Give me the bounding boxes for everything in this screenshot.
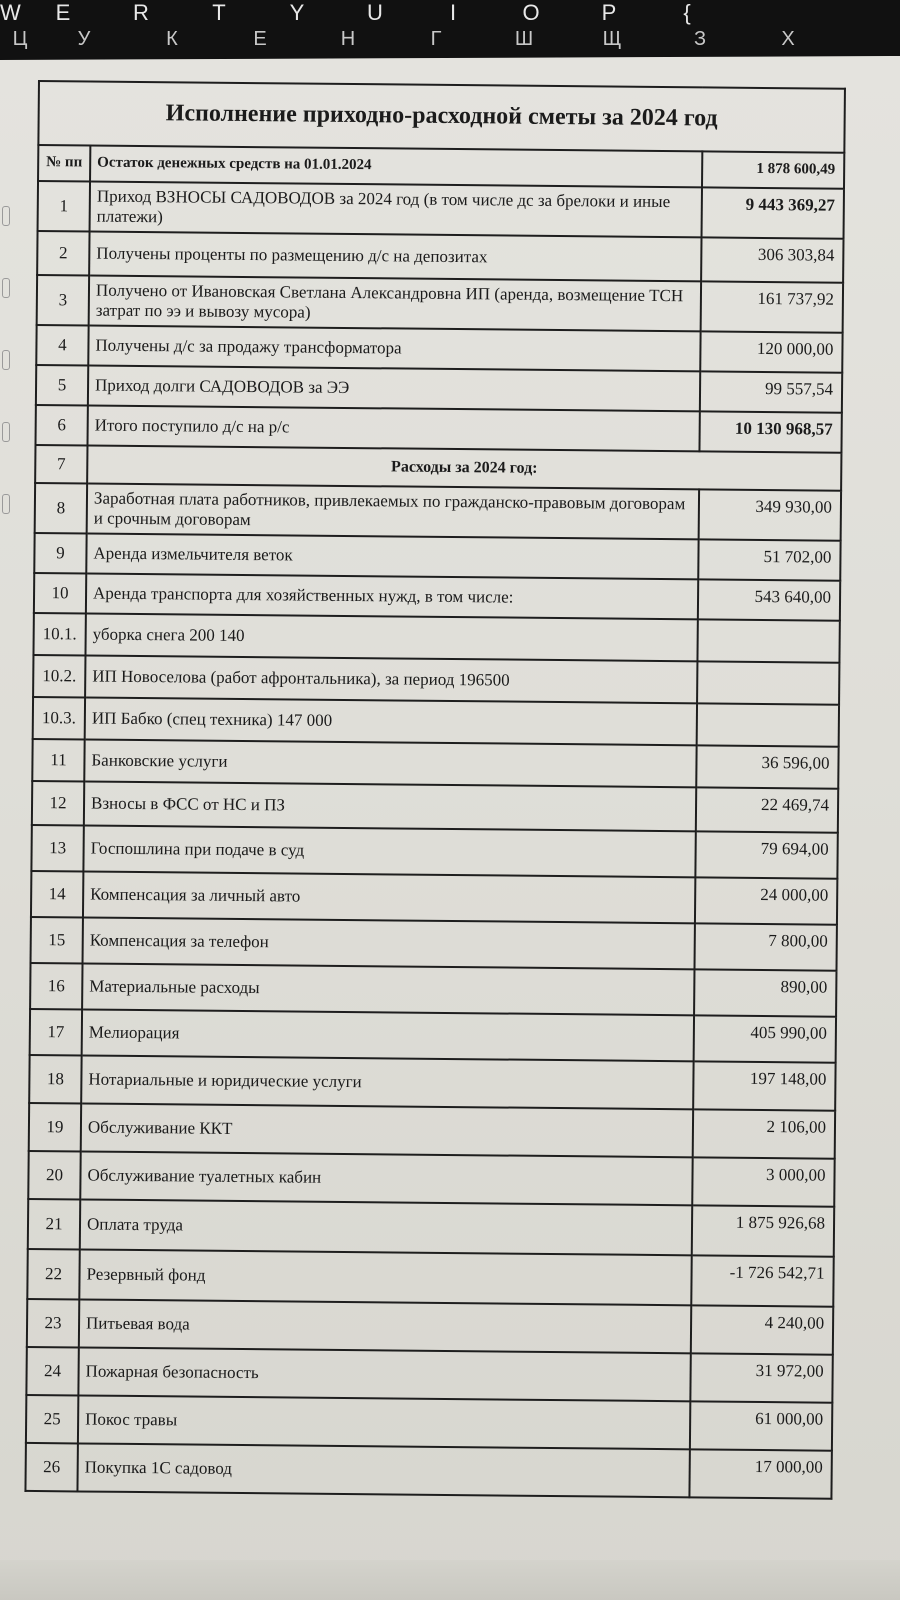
key: { (683, 0, 691, 25)
row-description: Получены д/с за продажу трансформатора (88, 325, 700, 371)
row-amount: 543 640,00 (698, 579, 840, 620)
row-amount: 22 469,74 (696, 787, 838, 832)
table-row (38, 181, 844, 239)
opening-balance-amount: 1 878 600,49 (702, 151, 844, 188)
row-description: Оплата труда (80, 1199, 692, 1255)
key: Y (289, 0, 305, 25)
row-number: 22 (27, 1249, 79, 1299)
row-description: Получено от Ивановская Светлана Александровна ИП (аренда, возмещение ТСН затрат по ээ и вывозу мусора) (89, 275, 701, 331)
row-amount: 197 148,00 (693, 1061, 835, 1110)
row-description: Покупка 1С садовод (77, 1443, 689, 1497)
row-amount: 17 000,00 (689, 1449, 831, 1498)
row-number: 20 (28, 1151, 80, 1199)
table-row (27, 1249, 833, 1307)
keyboard-row-latin (0, 0, 900, 26)
row-amount: 4 240,00 (691, 1305, 833, 1354)
row-number: 25 (26, 1395, 78, 1443)
table-row (37, 275, 843, 333)
row-description: Итого поступило д/с на р/с (87, 405, 699, 451)
num-column-header: № пп (38, 145, 90, 181)
row-amount (697, 661, 839, 704)
row-number: 23 (27, 1299, 79, 1347)
row-description: Обслуживание туалетных кабин (80, 1151, 692, 1205)
row-amount (697, 619, 839, 662)
row-description: Госпошлина при подаче в суд (83, 825, 695, 877)
row-amount (697, 703, 839, 746)
row-number: 17 (30, 1009, 82, 1055)
row-amount: 1 875 926,68 (692, 1205, 835, 1256)
row-description: Банковские услуги (84, 739, 696, 787)
row-number: 4 (36, 325, 88, 365)
estimate-table (24, 80, 846, 1500)
row-description: Материальные расходы (82, 963, 694, 1015)
key: К (166, 28, 178, 50)
row-amount: 120 000,00 (700, 331, 842, 372)
table-row (30, 963, 836, 1017)
title-row (38, 81, 845, 153)
row-number: 10.3. (33, 697, 85, 739)
opening-balance-label: Остаток денежных средств на 01.01.2024 (90, 146, 702, 188)
row-description: Аренда измельчителя веток (86, 533, 698, 579)
table-row (27, 1299, 833, 1355)
row-amount: 161 737,92 (701, 281, 844, 332)
row-number: 10.1. (33, 613, 85, 655)
row-amount: 79 694,00 (695, 831, 837, 878)
table-row (25, 1443, 831, 1499)
row-number: 11 (32, 739, 84, 781)
table-row (35, 483, 841, 541)
row-number: 3 (37, 275, 89, 325)
row-number: 24 (26, 1347, 78, 1395)
row-number: 9 (34, 533, 86, 573)
binder-holes (2, 206, 14, 506)
key: R (133, 0, 149, 25)
row-number: 13 (31, 825, 83, 871)
table-row (31, 917, 837, 971)
key: Х (781, 28, 795, 50)
row-number: 2 (37, 231, 89, 275)
row-number: 10.2. (33, 655, 85, 697)
key: Н (340, 28, 356, 50)
row-number: 1 (38, 181, 90, 231)
key: P (601, 0, 617, 25)
row-description: Получены проценты по размещению д/с на депозитах (89, 232, 701, 282)
row-number: 6 (35, 405, 87, 445)
table-row (31, 825, 837, 879)
page-title: Исполнение приходно-расходной сметы за 2024 год (38, 81, 845, 153)
row-number: 15 (31, 917, 83, 963)
table-row (26, 1347, 832, 1403)
key: Е (253, 28, 267, 50)
row-amount: 7 800,00 (694, 923, 836, 970)
key: Ц (12, 28, 28, 50)
row-description: Взносы в ФСС от НС и ПЗ (84, 781, 696, 831)
row-description: Приход ВЗНОСЫ САДОВОДОВ за 2024 год (в том числе дс за брелоки и иные платежи) (90, 182, 702, 238)
row-amount: 51 702,00 (698, 539, 840, 580)
row-description: Аренда транспорта для хозяйственных нужд, в том числе: (86, 573, 698, 619)
row-number: 21 (28, 1199, 80, 1249)
table-row (26, 1395, 832, 1451)
keyboard-row-cyrillic (0, 28, 900, 51)
key: З (693, 28, 707, 50)
key: O (522, 0, 540, 25)
key: E (55, 0, 71, 25)
expense-section-title: Расходы за 2024 год: (87, 445, 841, 490)
row-number: 5 (36, 365, 88, 405)
key: У (77, 28, 91, 50)
key: I (449, 0, 457, 25)
row-amount: 9 443 369,27 (702, 187, 845, 238)
row-amount: 405 990,00 (694, 1015, 836, 1062)
table-row (32, 781, 838, 833)
row-description: Компенсация за телефон (83, 917, 695, 969)
row-number: 7 (35, 445, 87, 483)
row-number: 19 (29, 1103, 81, 1151)
key: W (0, 0, 21, 25)
keyboard-strip (0, 0, 900, 62)
row-description: Мелиорация (82, 1009, 694, 1061)
row-amount: 306 303,84 (701, 237, 843, 282)
row-description: Заработная плата работников, привлекаемых по гражданско-правовым договорам и срочным договорам (87, 483, 699, 539)
row-amount: 36 596,00 (696, 745, 838, 788)
table-row (29, 1055, 835, 1111)
row-number: 12 (32, 781, 84, 825)
table-row (37, 231, 843, 283)
key: Ш (514, 28, 534, 50)
row-description: Нотариальные и юридические услуги (81, 1055, 693, 1109)
row-description: уборка снега 200 140 (85, 613, 697, 661)
row-description: Обслуживание ККТ (81, 1103, 693, 1157)
table-row (29, 1103, 835, 1159)
row-number: 26 (25, 1443, 77, 1491)
row-amount: 24 000,00 (695, 877, 837, 924)
row-number: 14 (31, 871, 83, 917)
row-amount: 10 130 968,57 (699, 411, 841, 452)
row-amount: 31 972,00 (690, 1353, 832, 1402)
row-description: Компенсация за личный авто (83, 871, 695, 923)
row-amount: 890,00 (694, 969, 836, 1016)
row-description: Пожарная безопасность (78, 1347, 690, 1401)
row-amount: 2 106,00 (693, 1109, 835, 1158)
row-number: 8 (35, 483, 87, 533)
page-bottom-edge (0, 1560, 900, 1600)
row-description: ИП Бабко (спец техника) 147 000 (85, 697, 697, 745)
row-amount: 349 930,00 (699, 489, 842, 540)
key: T (212, 0, 226, 25)
key: Г (430, 28, 442, 50)
row-description: Приход долги САДОВОДОВ за ЭЭ (88, 365, 700, 411)
row-description: Покос травы (78, 1395, 690, 1449)
row-description: ИП Новоселова (работ афронтальника), за период 196500 (85, 655, 697, 703)
row-number: 18 (29, 1055, 81, 1103)
row-amount: 3 000,00 (692, 1157, 834, 1206)
row-amount: 61 000,00 (690, 1401, 832, 1450)
key: Щ (602, 28, 622, 50)
row-description: Резервный фонд (79, 1249, 691, 1305)
estimate-document (24, 80, 844, 1500)
table-row (31, 871, 837, 925)
table-row (28, 1199, 834, 1257)
row-amount: 99 557,54 (700, 371, 842, 412)
row-number: 16 (30, 963, 82, 1009)
row-amount: -1 726 542,71 (691, 1255, 834, 1306)
table-row (30, 1009, 836, 1063)
row-number: 10 (34, 573, 86, 613)
row-description: Питьевая вода (79, 1299, 691, 1353)
key: U (367, 0, 383, 25)
table-row (28, 1151, 834, 1207)
